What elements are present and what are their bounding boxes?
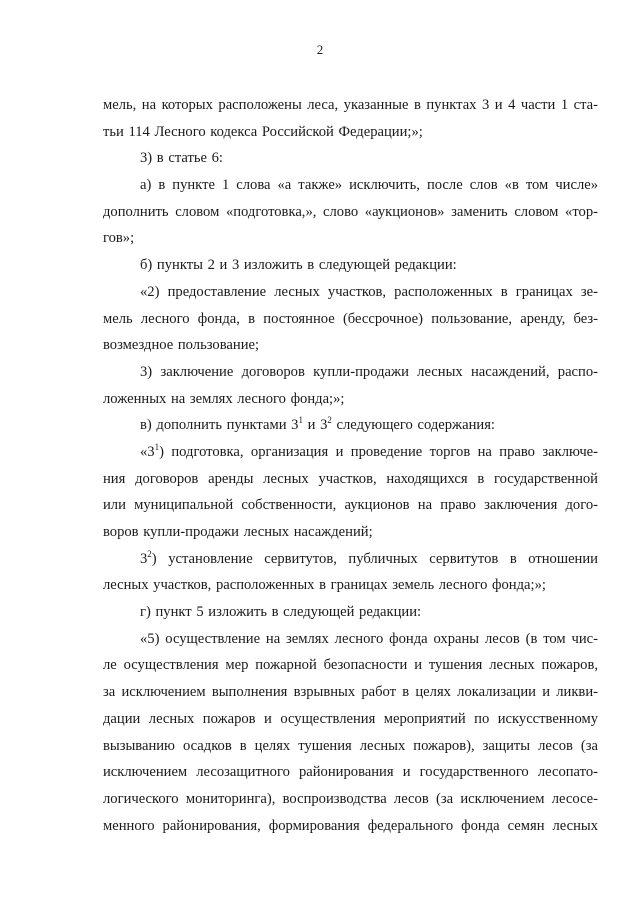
page-number: 2 <box>316 42 324 57</box>
line-text: 3 <box>140 550 148 567</box>
line-text: ) установление сервитутов, публичных сервитутов в отношении <box>151 550 598 567</box>
text-line: «5) осуществление на землях лесного фонда охраны лесов (в том чис- <box>140 630 598 647</box>
text-line <box>103 546 598 573</box>
text-line: тьи 114 Лесного кодекса Российской Федерации;»; <box>103 123 423 140</box>
text-line: ния договоров аренды лесных участков, находящихся в государственной <box>103 470 598 487</box>
text-line: возмездное пользование; <box>103 337 260 354</box>
superscript: 1 <box>154 441 160 452</box>
text-line: логического мониторинга), воспроизводства лесов (за исключением лесосе- <box>103 790 598 807</box>
text-line: г) пункт 5 изложить в следующей редакции: <box>140 604 422 621</box>
text-line <box>103 439 598 466</box>
text-line <box>103 412 598 439</box>
text-line: ложенных на землях лесного фонда;»; <box>103 390 345 407</box>
text-line: 3) в статье 6: <box>140 150 223 167</box>
text-line: исключением лесозащитного районирования и государственного лесопато- <box>103 764 598 781</box>
line-text: ) подготовка, организация и проведение торгов на право заключе- <box>159 443 598 460</box>
text-line: менного районирования, формирования федерального фонда семян лесных <box>103 817 598 834</box>
line-text: следующего содержания: <box>331 417 495 434</box>
text-line: а) в пункте 1 слова «а также» исключить, после слов «в том числе» <box>140 177 598 194</box>
line-text: в) дополнить пунктами 3 <box>140 417 299 434</box>
superscript: 1 <box>298 415 303 426</box>
superscript: 2 <box>147 548 152 559</box>
text-line: мель лесного фонда, в постоянное (бессрочное) пользование, аренду, без- <box>103 310 598 327</box>
text-line: 3) заключение договоров купли-продажи лесных насаждений, распо- <box>140 363 598 380</box>
line-text: и 3 <box>302 417 328 434</box>
text-line: ле осуществления мер пожарной безопасности и тушения лесных пожаров, <box>103 657 598 674</box>
document-body <box>103 92 598 839</box>
superscript: 2 <box>327 415 332 426</box>
text-line: «2) предоставление лесных участков, расположенных в границах зе- <box>140 283 598 300</box>
text-line: дации лесных пожаров и осуществления мероприятий по искусственному <box>103 710 598 727</box>
text-line: или муниципальной собственности, аукционов на право заключения дого- <box>103 497 598 514</box>
text-line: б) пункты 2 и 3 изложить в следующей редакции: <box>140 257 457 274</box>
text-line: воров купли-продажи лесных насаждений; <box>103 524 373 540</box>
text-line: дополнить словом «подготовка,», слово «аукционов» заменить словом «тор- <box>103 203 598 220</box>
text-line: вызыванию осадков в целях тушения лесных пожаров), защиты лесов (за <box>103 737 598 754</box>
text-line: гов»; <box>103 230 135 247</box>
text-line: мель, на которых расположены леса, указанные в пунктах 3 и 4 части 1 ста- <box>103 97 598 113</box>
text-line: лесных участков, расположенных в границах земель лесного фонда;»; <box>103 577 546 594</box>
text-line: за исключением выполнения взрывных работ в целях локализации и ликви- <box>103 684 598 701</box>
line-text: «3 <box>140 443 155 460</box>
